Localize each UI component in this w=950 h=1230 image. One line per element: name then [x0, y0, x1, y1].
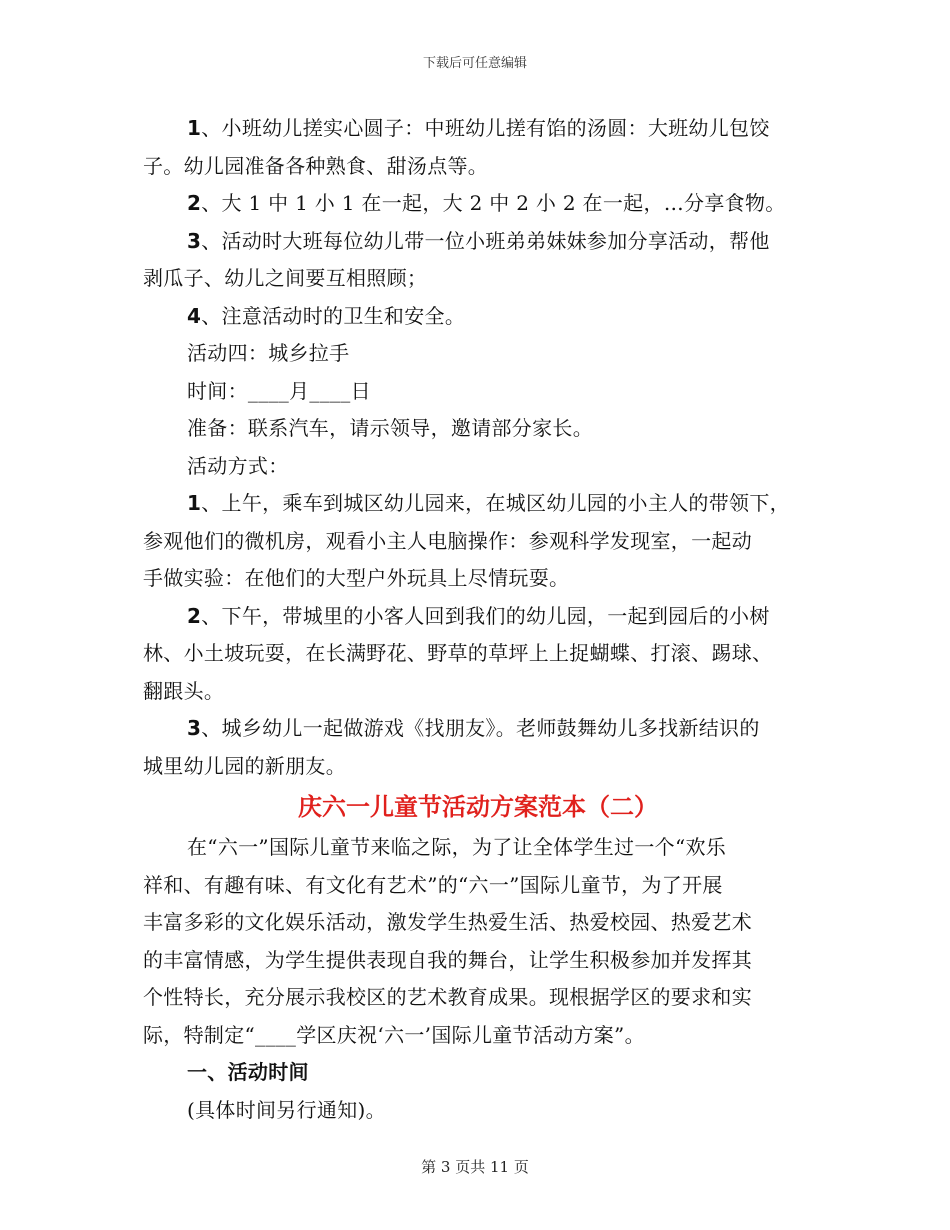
heading-activity-time: 一、活动时间	[187, 1060, 309, 1084]
step-1	[143, 485, 813, 598]
item-2-text-1: 、大 1 中 1 小 1 在一起，大 2 中 2 小 2 在一起，…分享食物。	[201, 191, 786, 215]
step-3-text-1: 、城乡幼儿一起做游戏《找朋友》。老师鼓舞幼儿多找新结识的	[201, 716, 760, 740]
page-header: 下载后可任意编辑	[422, 56, 527, 71]
step-2-text-1: 、下午，带城里的小客人回到我们的幼儿园，一起到园后的小树	[201, 603, 770, 628]
item-1-line-2: 子。幼儿园准备各种熟食、甜汤点等。	[143, 153, 489, 178]
intro-line-3: 丰富多彩的文化娱乐活动，激发学生热爱生活、热爱校园、热爱艺术	[143, 910, 752, 934]
step-3-line-2: 城里幼儿园的新朋友。	[143, 753, 346, 778]
item-3-line-2: 剥瓜子、幼儿之间要互相照顾；	[143, 266, 428, 290]
item-3-line-1	[143, 223, 813, 261]
item-4-text-1: 、注意活动时的卫生和安全。	[201, 303, 466, 328]
step-3-line-1	[143, 710, 813, 748]
intro-line-4: 的丰富情感，为学生提供表现自我的舞台，让学生积极参加并发挥其	[143, 947, 752, 972]
intro-line-2: 祥和、有趣有味、有文化有艺术”的“六一”国际儿童节，为了开展	[143, 872, 723, 897]
item-2-number: 2	[187, 191, 202, 215]
item-3-text-1: 、活动时大班每位幼儿带一位小班弟弟妹妹参加分享活动，帮他	[201, 228, 770, 253]
activity4-method: 活动方式：	[187, 453, 289, 478]
intro-line-1: 在“六一”国际儿童节来临之际，为了让全体学生过一个“欢乐	[187, 835, 727, 859]
activity4-title: 活动四：城乡拉手	[187, 341, 350, 365]
item-1-number: 1	[187, 116, 202, 140]
step-3	[143, 710, 813, 785]
item-1-text-1: 、小班幼儿搓实心圆子：中班幼儿搓有馅的汤圆：大班幼儿包饺	[201, 116, 770, 140]
activity4-prep: 准备：联系汽车，请示领导，邀请部分家长。	[187, 416, 593, 440]
item-2	[143, 185, 813, 223]
step-2-number: 2	[187, 603, 202, 628]
step-3-number: 3	[187, 716, 202, 740]
step-1-line-1	[143, 485, 813, 523]
item-2-line-1	[143, 185, 813, 223]
step-2-line-3: 翻跟头。	[143, 678, 225, 703]
intro-line-6: 际，特制定“____学区庆祝‘六一’国际儿童节活动方案”。	[143, 1022, 645, 1047]
intro-line-5: 个性特长，充分展示我校区的艺术教育成果。现根据学区的要求和实	[143, 985, 752, 1009]
item-3-number: 3	[187, 228, 202, 253]
item-4-line-1	[143, 298, 813, 336]
step-2-line-2: 林、小土坡玩耍，在长满野花、野草的草坪上上捉蝴蝶、打滚、踢球、	[143, 641, 773, 665]
item-1-line-1	[143, 110, 813, 148]
section-title: 庆六一儿童节活动方案范本（二）	[298, 793, 658, 821]
intro-paragraph	[143, 829, 813, 1054]
item-3	[143, 223, 813, 298]
document-body	[143, 110, 813, 1129]
activity4-time: 时间：____月____日	[187, 378, 371, 403]
item-1	[143, 110, 813, 185]
step-1-number: 1	[187, 491, 202, 515]
item-4-number: 4	[187, 303, 202, 328]
step-1-line-2: 参观他们的微机房，观看小主人电脑操作：参观科学发现室，一起动	[143, 528, 752, 553]
page-footer: 第 3 页共 11 页	[421, 1158, 529, 1176]
step-2-line-1	[143, 598, 813, 636]
step-1-line-3: 手做实验：在他们的大型户外玩具上尽情玩耍。	[143, 566, 570, 590]
item-4	[143, 298, 813, 336]
step-2	[143, 598, 813, 711]
step-1-text-1: 、上午，乘车到城区幼儿园来，在城区幼儿园的小主人的带领下，	[201, 491, 790, 515]
activity-time-text: (具体时间另行通知)。	[187, 1097, 386, 1122]
